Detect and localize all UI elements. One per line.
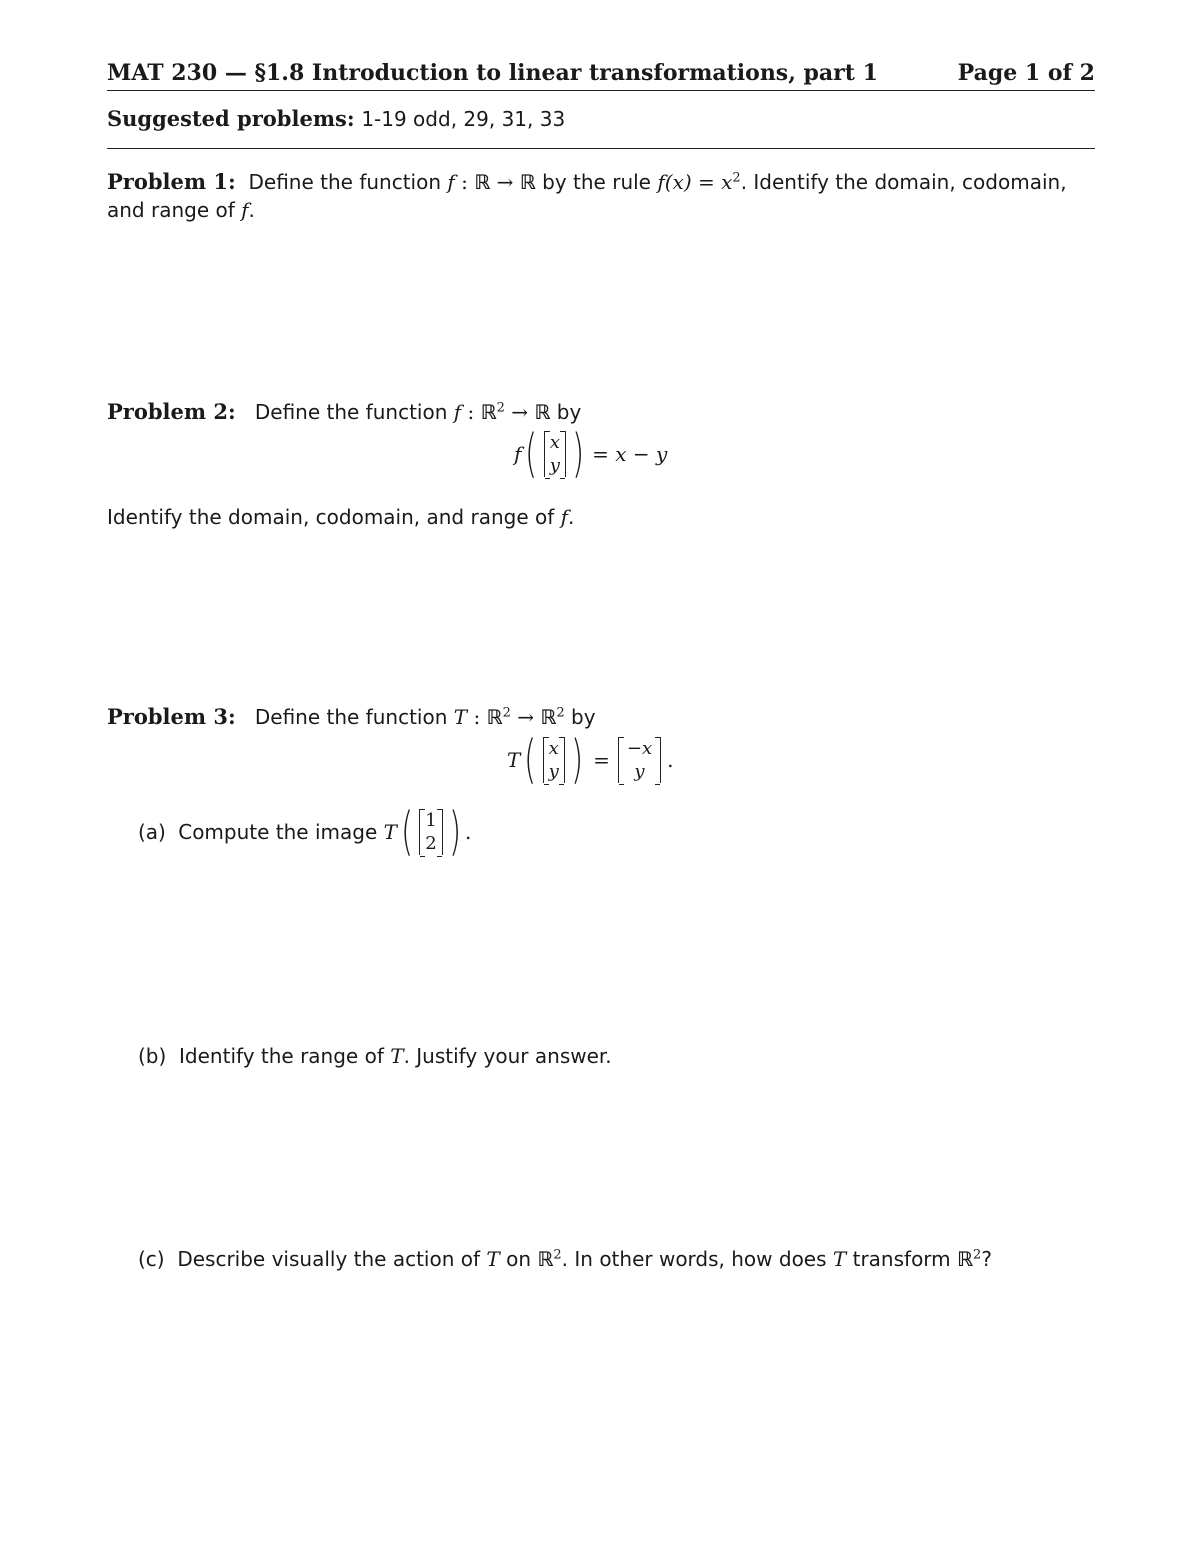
- problem-2: [107, 398, 581, 426]
- problem-1-text: by the rule: [535, 170, 658, 194]
- function-symbol: f: [560, 505, 569, 529]
- part-c-text: on: [499, 1247, 538, 1271]
- equals: =: [593, 748, 610, 772]
- vector-entry: −x: [626, 738, 653, 759]
- function-symbol: T: [453, 705, 468, 729]
- section-rule: [107, 148, 1095, 149]
- problem-2-question: [107, 503, 574, 531]
- left-paren: (: [524, 730, 537, 790]
- problem-3-equation: [507, 730, 674, 790]
- exponent: 2: [732, 170, 741, 186]
- rule-lhs: f(x): [657, 170, 692, 194]
- real-numbers-symbol: ℝ: [540, 705, 557, 729]
- page-title: MAT 230 — §1.8 Introduction to linear transformations, part 1: [107, 60, 878, 86]
- exponent: 2: [502, 705, 511, 721]
- vector-entry: x: [548, 738, 559, 759]
- exponent: 2: [556, 705, 565, 721]
- colon: :: [467, 705, 487, 729]
- real-numbers-symbol: ℝ: [480, 400, 497, 424]
- image-vector: [419, 809, 442, 855]
- real-numbers-symbol: ℝ: [519, 170, 536, 194]
- suggested-problems: [107, 106, 565, 131]
- function-symbol: f: [241, 198, 249, 222]
- exponent: 2: [496, 400, 505, 416]
- problem-3-text: Define the function: [254, 705, 454, 729]
- input-vector: [543, 737, 565, 783]
- equals: =: [691, 170, 722, 194]
- period: .: [465, 820, 472, 844]
- real-numbers-symbol: ℝ: [486, 705, 503, 729]
- colon: :: [454, 170, 475, 194]
- function-symbol: f: [447, 170, 455, 194]
- vector-entry: 2: [425, 833, 437, 854]
- function-symbol: f: [453, 400, 462, 424]
- real-numbers-symbol: ℝ: [474, 170, 491, 194]
- part-b-text: Identify the range of: [179, 1044, 391, 1068]
- problem-2-label: Problem 2:: [107, 399, 236, 424]
- period: .: [667, 748, 674, 772]
- part-c: [138, 1247, 992, 1271]
- arrow-symbol: →: [504, 400, 535, 424]
- right-paren: ): [570, 730, 584, 790]
- problem-2-text: Define the function: [254, 400, 454, 424]
- vector-entry: y: [634, 761, 645, 782]
- vector-entry: x: [549, 432, 560, 453]
- suggested-value: 1-19 odd, 29, 31, 33: [361, 107, 566, 131]
- problem-3-text: by: [564, 705, 596, 729]
- vector-entry: y: [549, 455, 560, 476]
- real-numbers-symbol: ℝ: [534, 400, 551, 424]
- function-symbol: T: [507, 748, 521, 772]
- right-paren: ): [448, 802, 461, 862]
- problem-3-label: Problem 3:: [107, 704, 236, 729]
- problem-2-text: by: [550, 400, 582, 424]
- right-paren: ): [571, 424, 585, 484]
- period: .: [248, 198, 255, 222]
- input-vector: [544, 431, 566, 477]
- part-a-text: Compute the image: [178, 820, 384, 844]
- function-symbol: T: [383, 820, 397, 844]
- colon: :: [461, 400, 481, 424]
- function-symbol: f: [514, 442, 522, 466]
- real-numbers-symbol: ℝ: [537, 1247, 554, 1271]
- problem-3: [107, 703, 596, 731]
- function-symbol: T: [832, 1247, 847, 1271]
- part-a-label: (a): [138, 820, 166, 844]
- header-rule: [107, 90, 1095, 91]
- equation-rhs: = x − y: [592, 442, 668, 466]
- real-numbers-symbol: ℝ: [957, 1247, 974, 1271]
- problem-1-text: and range of: [107, 198, 242, 222]
- part-c-label: (c): [138, 1247, 165, 1271]
- exponent: 2: [553, 1247, 562, 1263]
- part-b: [138, 1044, 612, 1068]
- function-symbol: T: [486, 1247, 500, 1271]
- arrow-symbol: →: [490, 170, 520, 194]
- part-c-text: Describe visually the action of: [177, 1247, 487, 1271]
- output-vector: [618, 737, 661, 783]
- exponent: 2: [973, 1247, 982, 1263]
- left-paren: (: [401, 802, 414, 862]
- problem-1-text: Define the function: [248, 170, 442, 194]
- part-b-label: (b): [138, 1044, 167, 1068]
- function-symbol: T: [390, 1044, 404, 1068]
- part-b-text: . Justify your answer.: [403, 1044, 612, 1068]
- problem-2-text: Identify the domain, codomain, and range of: [107, 505, 561, 529]
- arrow-symbol: →: [510, 705, 541, 729]
- page-number: Page 1 of 2: [957, 60, 1095, 86]
- left-paren: (: [525, 424, 538, 484]
- problem-2-equation: [514, 424, 668, 484]
- rule-rhs: x: [721, 170, 733, 194]
- vector-entry: 1: [425, 810, 437, 831]
- problem-1-text: . Identify the domain, codomain,: [740, 170, 1067, 194]
- part-c-text: transform: [846, 1247, 958, 1271]
- vector-entry: y: [548, 761, 559, 782]
- question-mark: ?: [981, 1247, 992, 1271]
- part-a: [138, 802, 472, 862]
- problem-1: [107, 168, 1097, 224]
- part-c-text: . In other words, how does: [561, 1247, 833, 1271]
- period: .: [568, 505, 575, 529]
- problem-1-label: Problem 1:: [107, 169, 236, 194]
- suggested-label: Suggested problems:: [107, 106, 355, 131]
